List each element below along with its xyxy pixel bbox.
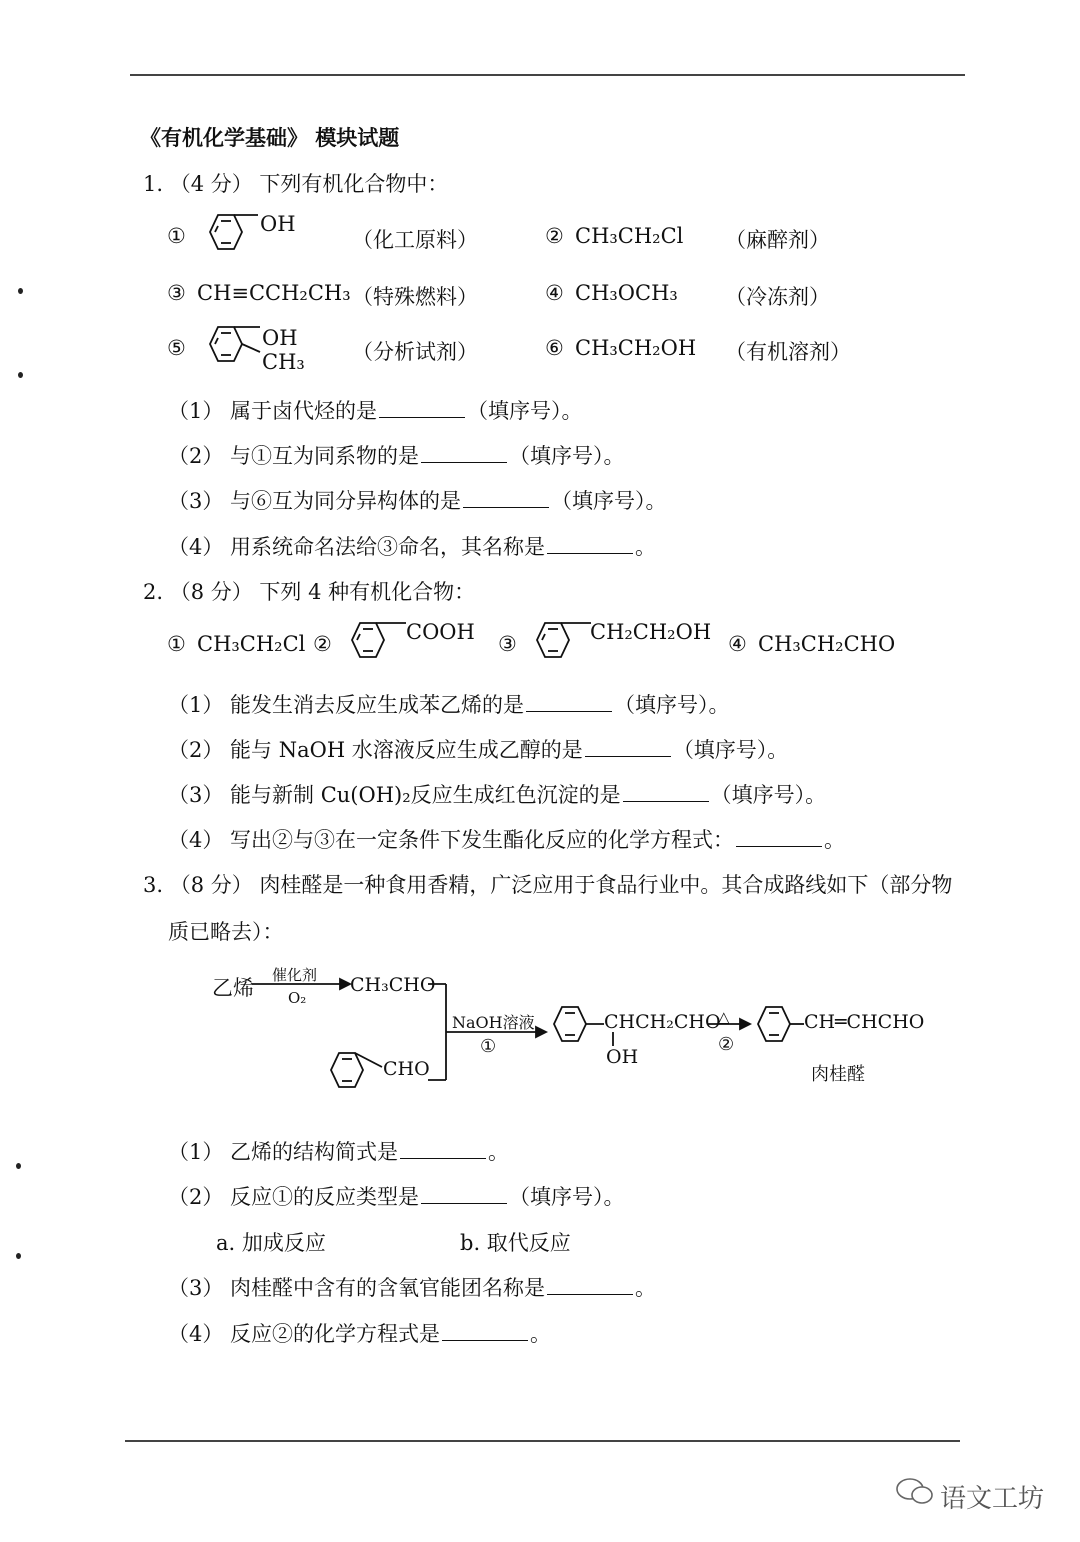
q1-sub2-text: （2） 与①互为同系物的是 [168, 444, 420, 468]
phenol-benzene-ring-icon [198, 212, 268, 262]
q3-sub3-hint: 。 [635, 1276, 657, 1300]
q1-sub4-hint: 。 [635, 535, 657, 559]
scheme-reagent1: NaOH溶液 [452, 1013, 535, 1032]
q2-sub4 [168, 824, 845, 854]
q3-stem-line1: 3. （8 分） 肉桂醛是一种食用香精，广泛应用于食品行业中。其合成路线如下（部分物 [143, 873, 953, 897]
answer-blank[interactable] [421, 444, 507, 463]
q1-item3-formula: CH≡CCH₂CH₃ [197, 281, 351, 305]
bottom-rule [125, 1440, 960, 1442]
wechat-icon [895, 1475, 935, 1507]
q2-sub3-hint: （填序号）。 [710, 783, 827, 807]
q2-sub2 [168, 734, 788, 764]
q1-sub3 [168, 485, 667, 515]
q2-c3-num: ③ [498, 632, 517, 656]
q1-item6-formula: CH₃CH₂OH [575, 336, 697, 360]
scheme-acetaldehyde: CH₃CHO [350, 974, 436, 996]
q3-sub2 [168, 1181, 625, 1211]
answer-blank[interactable] [623, 783, 709, 802]
q1-sub4 [168, 531, 656, 561]
cresol-benzene-ring-icon [198, 324, 268, 374]
q1-sub2 [168, 440, 625, 470]
q2-c1-formula: CH₃CH₂Cl [197, 632, 306, 656]
q2-c4-num: ④ [728, 632, 747, 656]
q1-item5-formula-top: OH [262, 326, 298, 350]
scheme-product: CH═CHCHO [804, 1011, 925, 1033]
answer-blank[interactable] [526, 693, 612, 712]
scan-speck [18, 288, 23, 294]
answer-blank[interactable] [442, 1322, 528, 1341]
q3-sub2-hint: （填序号）。 [509, 1185, 625, 1209]
q3-stem-line2: 质已略去）： [168, 920, 284, 944]
q2-sub3 [168, 779, 826, 809]
q3-sub1 [168, 1136, 509, 1166]
q1-item6-use: （有机溶剂） [725, 340, 851, 364]
q1-item1-formula: OH [260, 212, 296, 236]
scheme-intermediate-oh: OH [606, 1046, 639, 1068]
q1-item2-use: （麻醉剂） [725, 228, 830, 252]
q1-sub1-text: （1） 属于卤代烃的是 [168, 399, 378, 423]
q1-sub1-hint: （填序号）。 [467, 399, 583, 423]
scheme-catalyst: 催化剂 [272, 966, 318, 984]
q1-sub4-text: （4） 用系统命名法给③命名，其名称是 [168, 535, 546, 559]
scheme-benzaldehyde: CHO [383, 1058, 430, 1080]
q1-stem: 1. （4 分） 下列有机化合物中： [143, 172, 449, 196]
scheme-product-name: 肉桂醛 [811, 1064, 865, 1085]
q2-sub4-hint: 。 [824, 828, 846, 852]
q2-c4-formula: CH₃CH₂CHO [758, 632, 896, 656]
q3-sub4-text: （4） 反应②的化学方程式是 [168, 1322, 441, 1346]
scan-speck [16, 1163, 21, 1169]
q2-sub1-hint: （填序号）。 [614, 693, 730, 717]
q2-c2-num: ② [313, 632, 332, 656]
q1-item2-formula: CH₃CH₂Cl [575, 224, 684, 248]
q1-item4-use: （冷冻剂） [725, 285, 830, 309]
answer-blank[interactable] [736, 828, 822, 847]
scheme-heat: △ [718, 1008, 730, 1026]
q2-sub2-text: （2） 能与 NaOH 水溶液反应生成乙醇的是 [168, 738, 583, 762]
q1-sub3-hint: （填序号）。 [551, 489, 667, 513]
q1-item4-num: ④ [545, 281, 564, 305]
scheme-step1: ① [480, 1036, 497, 1057]
page-title: 《有机化学基础》 模块试题 [140, 125, 400, 150]
q1-item3-num: ③ [167, 281, 186, 305]
q3-sub4-hint: 。 [530, 1322, 552, 1346]
q2-c3-formula: CH₂CH₂OH [590, 620, 712, 644]
q1-item4-formula: CH₃OCH₃ [575, 281, 678, 305]
q3-option-a: a. 加成反应 [216, 1231, 326, 1255]
q3-sub4 [168, 1318, 551, 1348]
answer-blank[interactable] [421, 1185, 507, 1204]
scan-speck [18, 372, 23, 378]
q1-item5-num: ⑤ [167, 336, 186, 360]
watermark-text: 语文工坊 [940, 1484, 1045, 1514]
q3-sub1-text: （1） 乙烯的结构简式是 [168, 1140, 399, 1164]
q2-sub1-text: （1） 能发生消去反应生成苯乙烯的是 [168, 693, 525, 717]
scheme-intermediate: CHCH₂CHO [604, 1011, 721, 1033]
q1-sub3-text: （3） 与⑥互为同分异构体的是 [168, 489, 462, 513]
scheme-oxidant: O₂ [288, 989, 307, 1007]
answer-blank[interactable] [463, 489, 549, 508]
q3-sub1-hint: 。 [488, 1140, 510, 1164]
scan-speck [16, 1253, 21, 1259]
synthesis-scheme [200, 960, 960, 1110]
q1-item6-num: ⑥ [545, 336, 564, 360]
q1-item1-use: （化工原料） [352, 228, 478, 252]
answer-blank[interactable] [400, 1140, 486, 1159]
q2-stem: 2. （8 分） 下列 4 种有机化合物： [143, 580, 476, 604]
answer-blank[interactable] [547, 535, 633, 554]
scheme-start: 乙烯 [212, 976, 254, 1000]
scheme-step2: ② [718, 1034, 735, 1055]
q1-item2-num: ② [545, 224, 564, 248]
q2-sub3-text: （3） 能与新制 Cu(OH)₂反应生成红色沉淀的是 [168, 783, 621, 807]
q3-sub3-text: （3） 肉桂醛中含有的含氧官能团名称是 [168, 1276, 546, 1300]
q1-item3-use: （特殊燃料） [352, 285, 478, 309]
q1-item5-use: （分析试剂） [352, 340, 478, 364]
answer-blank[interactable] [379, 399, 465, 418]
q3-option-b: b. 取代反应 [460, 1231, 571, 1255]
q2-sub4-text: （4） 写出②与③在一定条件下发生酯化反应的化学方程式： [168, 828, 735, 852]
q2-sub2-hint: （填序号）。 [672, 738, 789, 762]
answer-blank[interactable] [547, 1276, 633, 1295]
top-rule [130, 74, 965, 76]
q1-sub2-hint: （填序号）。 [509, 444, 625, 468]
q2-sub1 [168, 689, 730, 719]
q2-c1-num: ① [167, 632, 186, 656]
q1-sub1 [168, 395, 583, 425]
q1-item1-num: ① [167, 224, 186, 248]
q3-sub3 [168, 1272, 656, 1302]
q3-sub2-text: （2） 反应①的反应类型是 [168, 1185, 420, 1209]
answer-blank[interactable] [585, 738, 671, 757]
q2-c2-formula: COOH [406, 620, 475, 644]
q1-item5-formula-bottom: CH₃ [262, 350, 305, 374]
